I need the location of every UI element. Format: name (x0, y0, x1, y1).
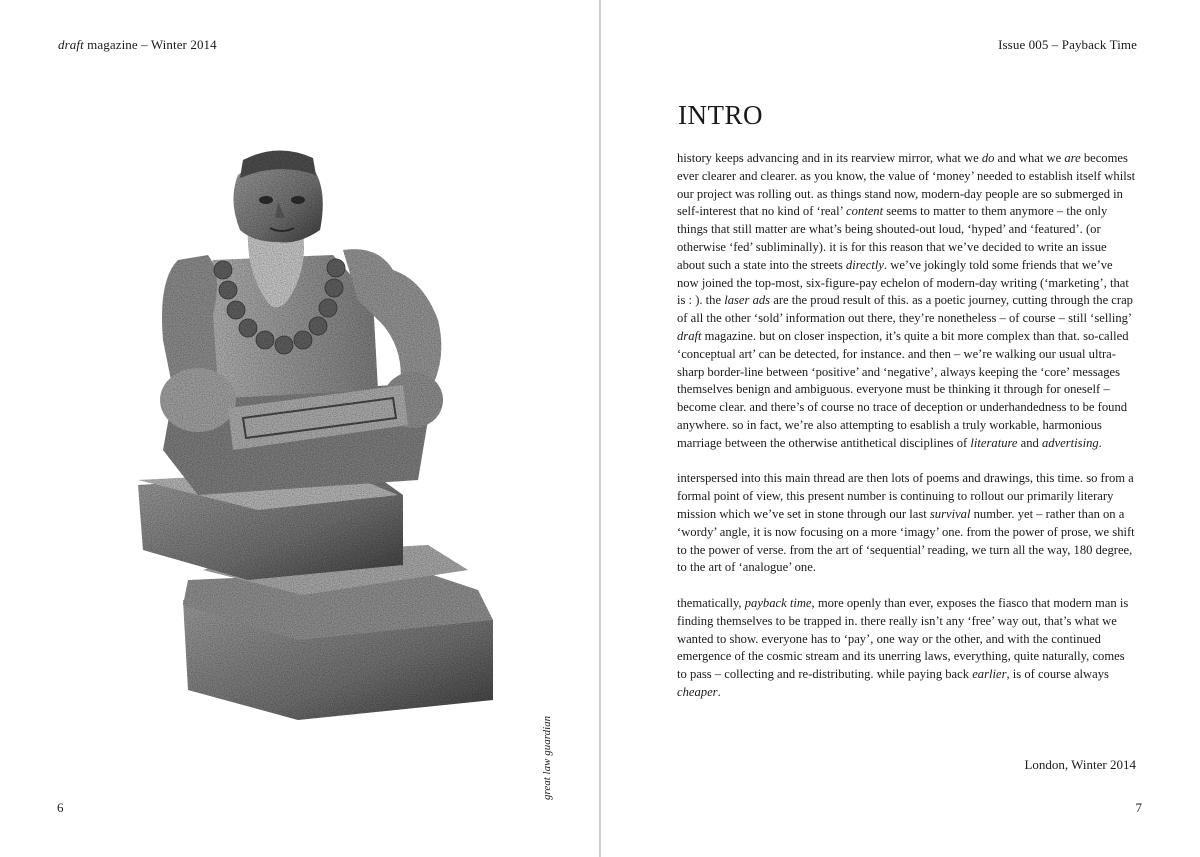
right-page (601, 0, 1200, 857)
text-run: number. yet – rather than on a ‘wordy’ angle, it is now focusing on a more ‘imagy’ one. from the power of prose, we shift to the power of verse. from the art of ‘sequential’ reading, we turn all the way, 180 degree, to the art of ‘analogue’ one. (677, 506, 1135, 575)
italic-phrase: do (981, 151, 995, 165)
italic-phrase: cheaper (677, 684, 718, 699)
italic-phrase: payback time (744, 595, 812, 610)
text-run: thematically, (677, 595, 745, 610)
text-run: are the proud result of this. as a poetic journey, cutting through the crap of all the other ‘sold’ information out there, they’re nonetheless – of course – still ‘selling’ (677, 293, 1133, 326)
body-paragraph (677, 470, 1137, 577)
page-number-right: 7 (1135, 800, 1142, 815)
text-run: magazine. but on closer inspection, it’s quite a bit more complex than that. so-called ‘conceptual art’ can be detected, for instance. and then – we’re walking our usual ultra-sharp border-line between ‘positive’ and ‘negative’, always keeping the ‘core’ messages themselves benign and ambiguous. everyone must be thinking it through for oneself – become clear. and there’s of course no trace of deception or underhandedness to be found anywhere. so in fact, we’re also attempting to esablish a truly workable, harmonious marriage between the otherwise antithetical disciplines of (677, 328, 1129, 450)
text-run: seems to matter to them anymore – the only things that still matter are what’s being shouted-out loud, ‘hyped’ and ‘featured’. (or otherwise ‘fed’ subliminally). it is for this reason that we’ve decided to write an issue about such a state into the streets (677, 204, 1108, 272)
italic-phrase: literature (970, 435, 1018, 450)
italic-phrase: are (1064, 151, 1081, 165)
magazine-name: draft (58, 37, 84, 52)
body-paragraph (677, 595, 1137, 702)
text-run: . we’ve jokingly told some friends that we’ve now joined the top-most, six-figure-pay echelon of modern-day writing (‘marketing’, that is : ). the (677, 257, 1129, 308)
italic-phrase: earlier (972, 667, 1007, 682)
issue-season: magazine – Winter 2014 (83, 37, 217, 52)
italic-phrase: survival (929, 506, 971, 521)
right-running-head: Issue 005 – Payback Time (998, 37, 1137, 52)
left-page (0, 0, 599, 857)
italic-phrase: content (846, 204, 884, 219)
text-run: and what we (994, 151, 1065, 165)
text-run: history keeps advancing and in its rearview mirror, what we (677, 151, 982, 165)
text-run: and (1017, 435, 1042, 450)
italic-phrase: advertising (1042, 435, 1099, 450)
article-title: INTRO (678, 100, 763, 130)
text-run: interspersed into this main thread are then lots of poems and drawings, this time. so from a formal point of view, this present number is continuing to rollout our primarily literary mission which we’ve set in stone through our last (677, 471, 1134, 521)
italic-phrase: draft (677, 328, 702, 343)
body-paragraph (677, 150, 1137, 453)
text-run: , is of course always (1006, 667, 1109, 682)
statue-photo (128, 150, 528, 720)
signoff: London, Winter 2014 (1024, 757, 1136, 772)
text-run: , more openly than ever, exposes the fiasco that modern man is finding themselves to be trapped in. there really isn’t any ‘free’ way out, that’s what we wanted to show. everyone has to ‘pay’, one way or the other, and with the continued emergence of the cosmic stream and its unerring laws, everything, quite naturally, comes to pass – collecting and re-distributing. while paying back (677, 595, 1129, 682)
article-body (677, 150, 1137, 720)
text-run: . (1098, 435, 1102, 450)
italic-phrase: laser ads (724, 293, 771, 308)
italic-phrase: directly (845, 257, 884, 272)
image-caption: great law guardian (541, 715, 553, 800)
text-run: . (717, 684, 721, 699)
left-running-head (58, 37, 217, 53)
page-number-left: 6 (57, 800, 64, 815)
text-run: becomes ever clearer and clearer. as you know, the value of ‘money’ needed to establish itself whilst our project was rolling out. as things stand now, modern-day people are so submerged in self-interest that no kind of ‘real’ (677, 151, 1136, 219)
